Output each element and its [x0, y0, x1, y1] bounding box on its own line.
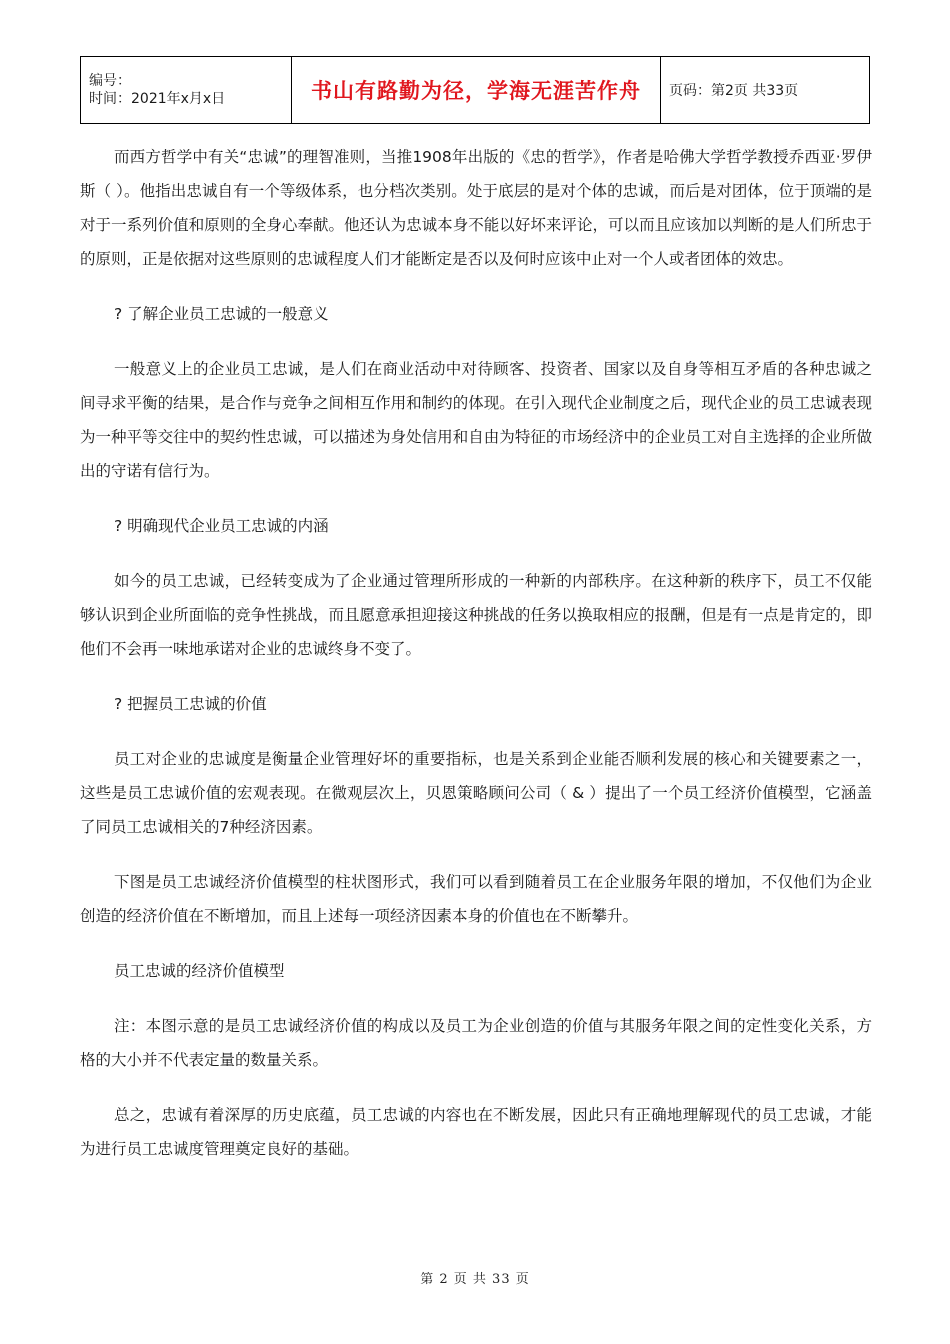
header-motto: 书山有路勤为径，学海无涯苦作舟	[292, 57, 661, 124]
section-heading-loyalty-value: ? 把握员工忠诚的价值	[114, 695, 267, 713]
section-heading-modern-connotation: ? 明确现代企业员工忠诚的内涵	[114, 517, 329, 535]
page-footer: 第 2 页 共 33 页	[420, 1272, 530, 1287]
section-heading-general-meaning: ? 了解企业员工忠诚的一般意义	[114, 305, 329, 323]
document-header	[80, 56, 870, 124]
paragraph-loyalty-value: 员工对企业的忠诚度是衡量企业管理好坏的重要指标，也是关系到企业能否顺利发展的核心和关键要素之一，这些是员工忠诚价值的宏观表现。在微观层次上，贝恩策略顾问公司（ & ）提出了一个员工经济价值模型，它涵盖了同员工忠诚相关的7种经济因素。	[80, 750, 872, 836]
paragraph-conclusion: 总之，忠诚有着深厚的历史底蕴，员工忠诚的内容也在不断发展，因此只有正确地理解现代的员工忠诚，才能为进行员工忠诚度管理奠定良好的基础。	[80, 1106, 872, 1158]
figure-caption: 员工忠诚的经济价值模型	[114, 962, 285, 980]
document-time-label: 时间：2021年x月x日	[89, 91, 226, 107]
paragraph-general-meaning: 一般意义上的企业员工忠诚，是人们在商业活动中对待顾客、投资者、国家以及自身等相互矛盾的各种忠诚之间寻求平衡的结果，是合作与竞争之间相互作用和制约的体现。在引入现代企业制度之后，现代企业的员工忠诚表现为一种平等交往中的契约性忠诚，可以描述为身处信用和自由为特征的市场经济中的企业员工对自主选择的企业所做出的守诺有信行为。	[80, 360, 872, 480]
header-meta-cell	[81, 57, 292, 124]
paragraph-figure-note: 注：本图示意的是员工忠诚经济价值的构成以及员工为企业创造的价值与其服务年限之间的定性变化关系，方格的大小并不代表定量的数量关系。	[80, 1017, 872, 1069]
header-page-info: 页码：第2页 共33页	[661, 57, 870, 124]
document-number-label: 编号：	[89, 73, 131, 89]
paragraph-chart-description: 下图是员工忠诚经济价值模型的柱状图形式，我们可以看到随着员工在企业服务年限的增加，不仅他们为企业创造的经济价值在不断增加，而且上述每一项经济因素本身的价值也在不断攀升。	[80, 873, 872, 925]
paragraph-philosophy-of-loyalty: 而西方哲学中有关“忠诚”的理智准则，当推1908年出版的《忠的哲学》，作者是哈佛大学哲学教授乔西亚·罗伊斯（ ）。他指出忠诚自有一个等级体系，也分档次类别。处于底层的是对个体的忠诚，而后是对团体，位于顶端的是对于一系列价值和原则的全身心奉献。他还认为忠诚本身不能以好坏来评论，可以而且应该加以判断的是人们所忠于的原则，正是依据对这些原则的忠诚程度人们才能断定是否以及何时应该中止对一个人或者团体的效忠。	[80, 148, 872, 268]
paragraph-modern-connotation: 如今的员工忠诚，已经转变成为了企业通过管理所形成的一种新的内部秩序。在这种新的秩序下，员工不仅能够认识到企业所面临的竞争性挑战，而且愿意承担迎接这种挑战的任务以换取相应的报酬，但是有一点是肯定的，即他们不会再一味地承诺对企业的忠诚终身不变了。	[80, 572, 872, 658]
document-body	[80, 140, 872, 1187]
